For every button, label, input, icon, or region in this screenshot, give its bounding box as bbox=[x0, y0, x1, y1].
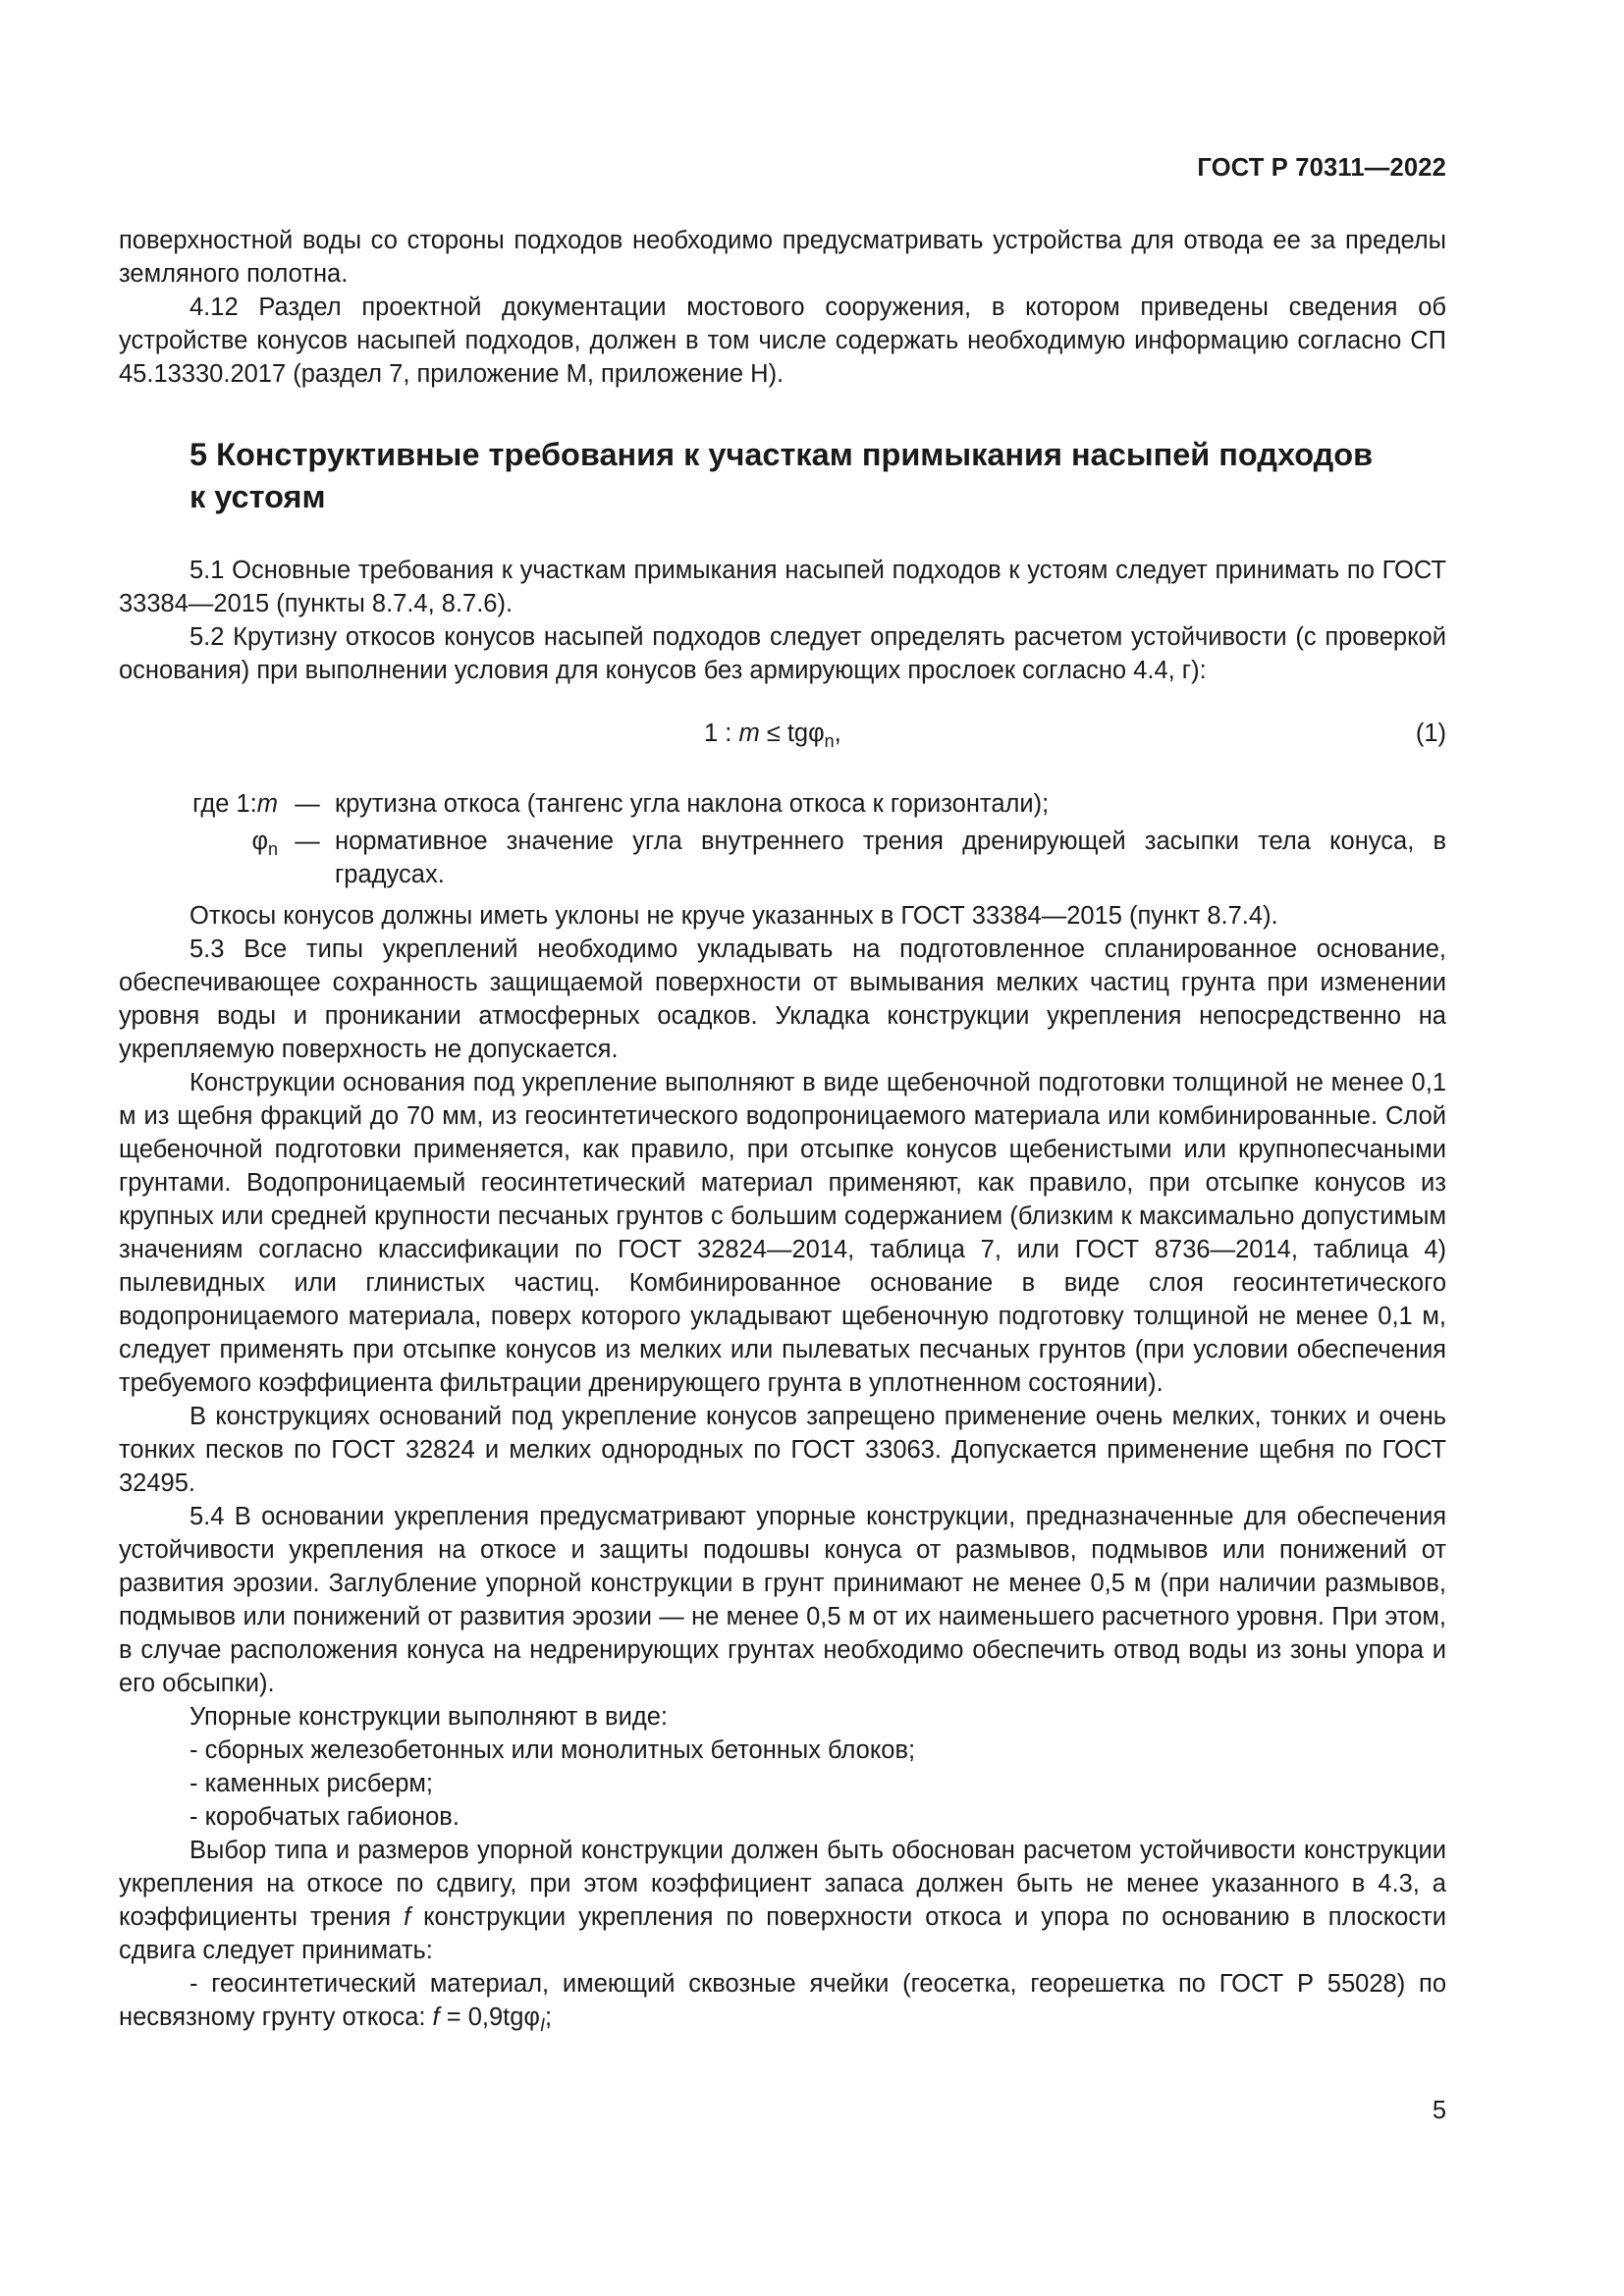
paragraph-4-12: 4.12 Раздел проектной документации мостового сооружения, в котором приведены сведения об устройстве конусов насыпей подходов, должен в том числе содержать необходимую информацию согласно СП 45.13330.2017 (раздел 7, приложение М, приложение Н). bbox=[119, 294, 1446, 388]
legend-description-m: крутизна откоса (тангенс угла наклона откоса к горизонтали); bbox=[335, 790, 1050, 818]
legend-symbol-m: где 1:m bbox=[192, 790, 278, 818]
formula-legend bbox=[119, 787, 1446, 891]
paragraph-slopes: Откосы конусов должны иметь уклоны не круче указанных в ГОСТ 33384—2015 (пункт 8.7.4). bbox=[189, 902, 1278, 930]
section-title-line1: 5 Конструктивные требования к участкам примыкания насыпей подходов bbox=[189, 437, 1374, 472]
legend-dash: — bbox=[295, 790, 320, 818]
section-5-heading bbox=[189, 434, 1446, 518]
section-title-line2: к устоям bbox=[189, 479, 326, 514]
paragraph-5-3: 5.3 Все типы укреплений необходимо укладывать на подготовленное спланированное основание, обеспечивающее сохранность защищаемой поверхности от вымывания мелких частиц грунта при изменении уровня воды и проникании атмосферных осадков. Укладка конструкции укрепления непосредственно на укрепляемую поверхность не допускается. bbox=[119, 935, 1446, 1063]
formula-expression: 1 : m ≤ tgφ$_n$, bbox=[704, 720, 841, 751]
list-item: - коробчатых габионов. bbox=[189, 1803, 460, 1831]
formula-1 bbox=[119, 717, 1446, 750]
paragraph-5-4: 5.4 В основании укрепления предусматривают упорные конструкции, предназначенные для обеспечения устойчивости укрепления на откосе и защиты подошвы конуса от размывов, подмывов или понижений от развития эрозии. Заглубление упорной конструкции в грунт принимают не менее 0,5 м (при наличии размывов, подмывов или понижений от развития эрозии — не менее 0,5 м от их наименьшего расчетного уровня. При этом, в случае расположения конуса на недренирующих грунтах необходимо обеспечить отвод воды из зоны упора и его обсыпки). bbox=[119, 1503, 1446, 1697]
paragraph-5-2: 5.2 Крутизну откосов конусов насыпей подходов следует определять расчетом устойчивости (с проверкой основания) при выполнении условия для конусов без армирующих прослоек согласно 4.4, г): bbox=[119, 623, 1446, 684]
paragraph-continuation: поверхностной воды со стороны подходов необходимо предусматривать устройства для отвода ее за пределы земляного полотна. bbox=[119, 227, 1446, 288]
paragraph-5-1: 5.1 Основные требования к участкам примыкания насыпей подходов к устоям следует принимать по ГОСТ 33384—2015 (пункты 8.7.4, 8.7.6). bbox=[119, 557, 1446, 617]
paragraph-base-constructions: Конструкции основания под укрепление выполняют в виде щебеночной подготовки толщиной не менее 0,1 м из щебня фракций до 70 мм, из геосинтетического водопроницаемого материала или комбинированные. Слой щебеночной подготовки применяется, как правило, при отсыпке конусов щебенистыми или крупнопесчаными грунтами. Водопроницаемый геосинтетический материал применяют, как правило, при отсыпке конусов из крупных или средней крупности песчаных грунтов с большим содержанием (близким к максимально допустимым значениям согласно классификации по ГОСТ 32824—2014, таблица 7, или ГОСТ 8736—2014, таблица 4) пылевидных или глинистых частиц. Комбинированное основание в виде слоя геосинтетического водопроницаемого материала, поверх которого укладывают щебеночную подготовку толщиной не менее 0,1 м, следует применять при отсыпке конусов из мелких или пылеватых песчаных грунтов (при условии обеспечения требуемого коэффициента фильтрации дренирующего грунта в уплотненном состоянии). bbox=[119, 1069, 1446, 1397]
legend-symbol-phi: $\varphi_n$ bbox=[251, 828, 278, 859]
list-item: - каменных рисберм; bbox=[189, 1770, 433, 1797]
legend-row-m bbox=[119, 787, 1446, 821]
list-item: - сборных железобетонных или монолитных бетонных блоков; bbox=[189, 1736, 916, 1764]
paragraph-stop-types-intro: Упорные конструкции выполняют в виде: bbox=[189, 1703, 668, 1731]
document-code-header: ГОСТ Р 70311—2022 bbox=[1197, 154, 1446, 182]
legend-description-phi: нормативное значение угла внутреннего трения дренирующей засыпки тела конуса, в градусах. bbox=[335, 828, 1446, 888]
formula-number: (1) bbox=[1415, 720, 1446, 747]
paragraph-choice: Выбор типа и размеров упорной конструкции должен быть обоснован расчетом устойчивости конструкции укрепления на откосе по сдвигу, при этом коэффициент запаса должен быть не менее указанного в 4.3, а коэффициенты трения f конструкции укрепления по поверхности откоса и упора по основанию в плоскости сдвига следует принимать: bbox=[119, 1837, 1447, 1964]
paragraph-geosynthetic: - геосинтетический материал, имеющий сквозные ячейки (геосетка, георешетка по ГОСТ Р 55028) по несвязному грунту откоса: f = 0,9tgφ$_I$; bbox=[119, 1970, 1446, 2035]
page-content bbox=[119, 224, 1446, 2034]
page-number: 5 bbox=[1432, 2097, 1446, 2124]
legend-row-phi bbox=[119, 825, 1446, 891]
paragraph-prohibited-sands: В конструкциях оснований под укрепление конусов запрещено применение очень мелких, тонких и очень тонких песков по ГОСТ 32824 и мелких однородных по ГОСТ 33063. Допускается применение щебня по ГОСТ 32495. bbox=[119, 1403, 1446, 1497]
legend-dash: — bbox=[295, 828, 320, 855]
